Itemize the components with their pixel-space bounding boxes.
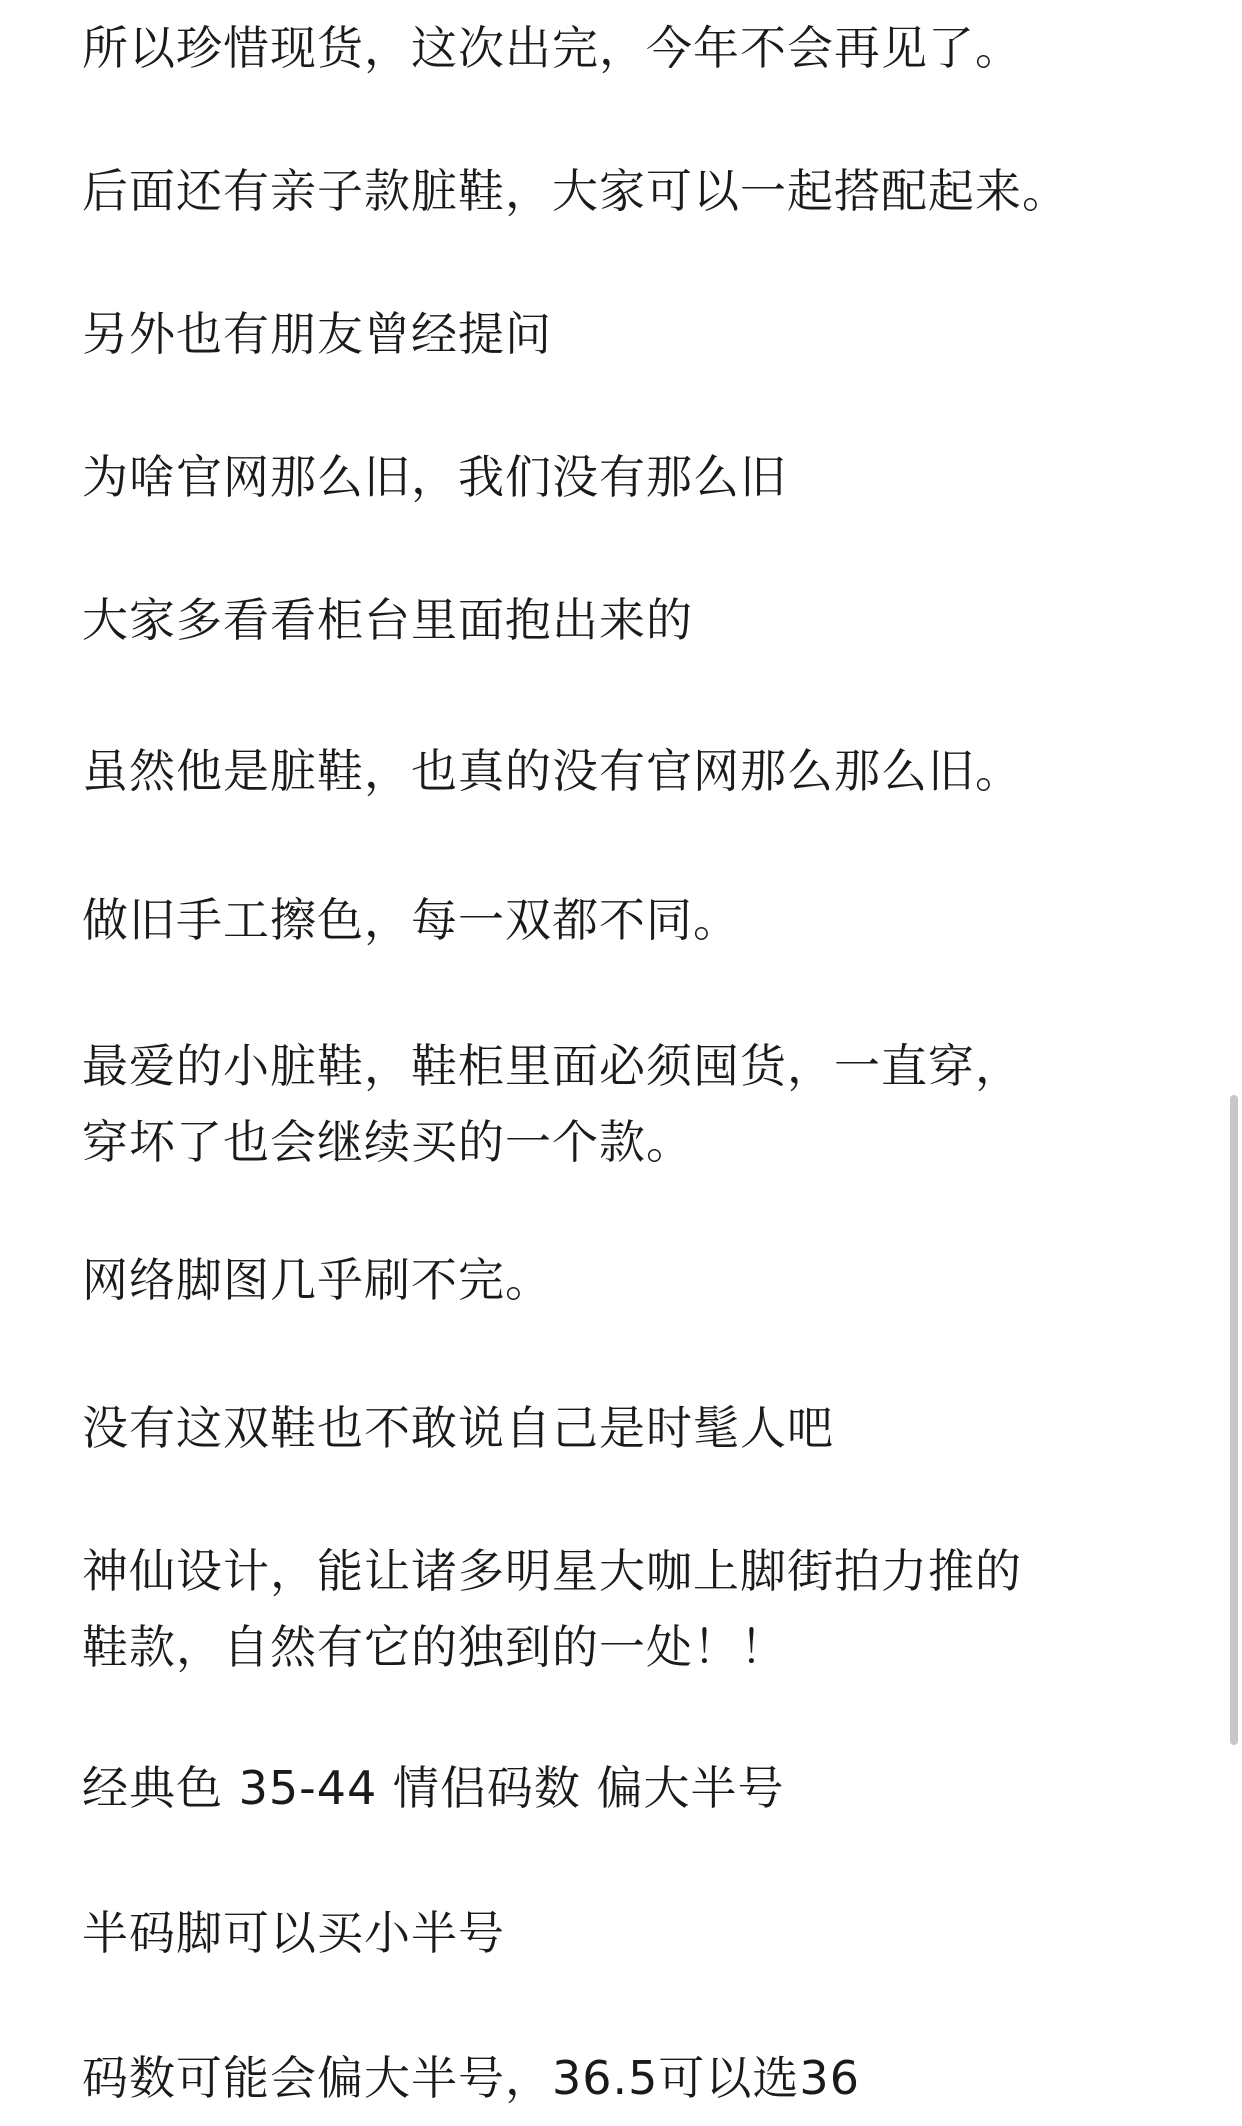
paragraph-11 — [82, 1533, 1192, 1685]
paragraph-8 — [82, 1028, 1192, 1180]
paragraph-5 — [82, 582, 1192, 658]
text-line: 半码脚可以买小半号 — [82, 1906, 505, 1960]
text-line: 为啥官网那么旧，我们没有那么旧 — [82, 450, 787, 504]
paragraph-12 — [82, 1750, 1192, 1826]
text-line: 码数可能会偏大半号，36.5可以选36 — [82, 2051, 860, 2105]
paragraph-2 — [82, 153, 1192, 229]
text-line: 做旧手工擦色，每一双都不同。 — [82, 893, 740, 947]
text-line: 神仙设计，能让诸多明星大咖上脚街拍力推的 — [82, 1544, 1022, 1598]
paragraph-10 — [82, 1390, 1192, 1466]
text-line: 大家多看看柜台里面抱出来的 — [82, 593, 693, 647]
paragraph-1 — [82, 10, 1192, 86]
text-line: 虽然他是脏鞋，也真的没有官网那么那么旧。 — [82, 744, 1022, 798]
paragraph-3 — [82, 296, 1192, 372]
text-line: 鞋款，自然有它的独到的一处！！ — [82, 1620, 787, 1674]
paragraph-6 — [82, 733, 1192, 809]
paragraph-9 — [82, 1242, 1192, 1318]
vertical-scrollbar[interactable] — [1228, 0, 1242, 2126]
paragraph-7 — [82, 882, 1192, 958]
paragraph-14 — [82, 2040, 1192, 2116]
text-line: 所以珍惜现货，这次出完，今年不会再见了。 — [82, 21, 1022, 75]
text-line: 另外也有朋友曾经提问 — [82, 307, 552, 361]
text-line: 经典色 35-44 情侣码数 偏大半号 — [82, 1761, 785, 1815]
text-line: 没有这双鞋也不敢说自己是时髦人吧 — [82, 1401, 834, 1455]
text-line: 穿坏了也会继续买的一个款。 — [82, 1115, 693, 1169]
paragraph-4 — [82, 439, 1192, 515]
scrollbar-thumb[interactable] — [1230, 1095, 1238, 1745]
paragraph-13 — [82, 1895, 1192, 1971]
text-line: 网络脚图几乎刷不完。 — [82, 1253, 552, 1307]
text-line: 后面还有亲子款脏鞋，大家可以一起搭配起来。 — [82, 164, 1069, 218]
text-line: 最爱的小脏鞋，鞋柜里面必须囤货，一直穿， — [82, 1039, 1022, 1093]
